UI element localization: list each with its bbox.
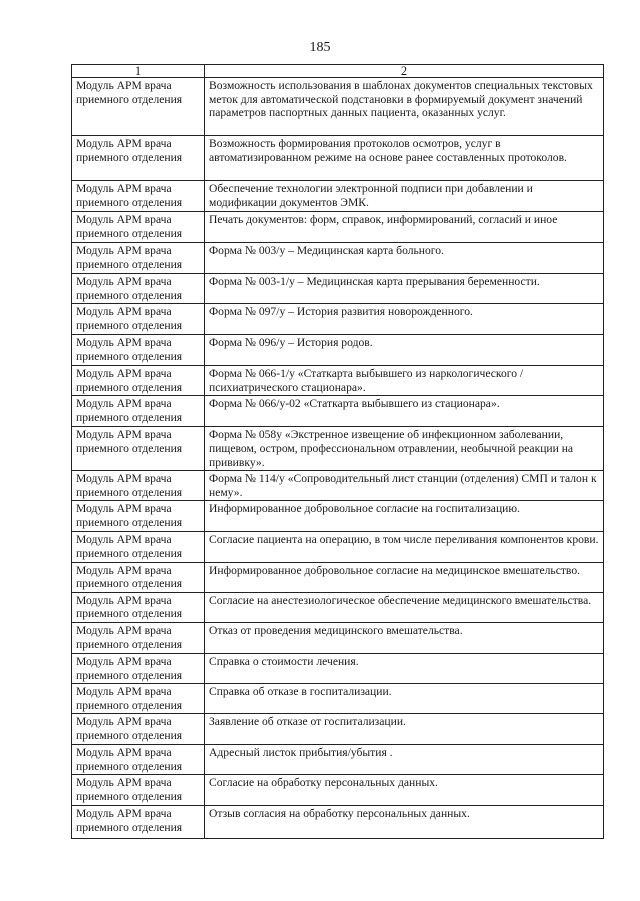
description-cell: Форма № 096/у – История родов. [205,335,604,366]
module-cell: Модуль АРМ врача приемного отделения [72,653,205,683]
table-row [72,396,604,427]
description-cell: Заявление об отказе от госпитализации. [205,714,604,745]
module-cell: Модуль АРМ врача приемного отделения [72,136,205,181]
table-row [72,181,604,212]
module-cell: Модуль АРМ врача приемного отделения [72,274,205,304]
table-row [72,212,604,243]
module-cell: Модуль АРМ врача приемного отделения [72,304,205,335]
table-row [72,136,604,181]
module-cell: Модуль АРМ врача приемного отделения [72,212,205,243]
description-cell: Согласие пациента на операцию, в том числе переливания компонентов крови. [205,532,604,562]
module-cell: Модуль АРМ врача приемного отделения [72,622,205,653]
page-number: 185 [309,40,331,55]
description-cell: Справка о стоимости лечения. [205,653,604,683]
table-row [72,592,604,622]
description-cell: Печать документов: форм, справок, информирований, согласий и иное [205,212,604,243]
module-cell: Модуль АРМ врача приемного отделения [72,592,205,622]
description-cell: Форма № 066/у-02 «Статкарта выбывшего из стационара». [205,396,604,427]
table-row [72,366,604,396]
description-cell: Отказ от проведения медицинского вмешательства. [205,622,604,653]
table-row [72,471,604,501]
module-cell: Модуль АРМ врача приемного отделения [72,532,205,562]
module-cell: Модуль АРМ врача приемного отделения [72,335,205,366]
description-cell: Форма № 003-1/у – Медицинская карта прерывания беременности. [205,274,604,304]
description-cell: Форма № 097/у – История развития новорожденного. [205,304,604,335]
description-cell: Форма № 003/у – Медицинская карта больного. [205,243,604,274]
column-header-1: 1 [72,65,205,78]
table-row [72,274,604,304]
module-cell: Модуль АРМ врача приемного отделения [72,181,205,212]
table-row [72,745,604,775]
description-cell: Информированное добровольное согласие на госпитализацию. [205,501,604,532]
module-cell: Модуль АРМ врача приемного отделения [72,714,205,745]
table-row [72,427,604,471]
description-cell: Адресный листок прибытия/убытия . [205,745,604,775]
description-cell: Справка об отказе в госпитализации. [205,684,604,714]
module-cell: Модуль АРМ врача приемного отделения [72,745,205,775]
table-row [72,622,604,653]
description-cell: Форма № 066-1/у «Статкарта выбывшего из наркологического /психиатрического стационара». [205,366,604,396]
module-cell: Модуль АРМ врача приемного отделения [72,78,205,136]
module-cell: Модуль АРМ врача приемного отделения [72,562,205,592]
table-row [72,78,604,136]
module-cell: Модуль АРМ врача приемного отделения [72,243,205,274]
module-cell: Модуль АРМ врача приемного отделения [72,471,205,501]
description-cell: Отзыв согласия на обработку персональных данных. [205,806,604,839]
module-cell: Модуль АРМ врача приемного отделения [72,775,205,806]
table-row [72,562,604,592]
description-cell: Возможность формирования протоколов осмотров, услуг в автоматизированном режиме на основе ранее составленных протоколов. [205,136,604,181]
table-row [72,714,604,745]
description-cell: Согласие на обработку персональных данных. [205,775,604,806]
module-cell: Модуль АРМ врача приемного отделения [72,396,205,427]
module-cell: Модуль АРМ врача приемного отделения [72,366,205,396]
description-cell: Информированное добровольное согласие на медицинское вмешательство. [205,562,604,592]
requirements-table [71,64,604,839]
module-cell: Модуль АРМ врача приемного отделения [72,501,205,532]
description-cell: Форма № 114/у «Сопроводительный лист станции (отделения) СМП и талон к нему». [205,471,604,501]
table-row [72,243,604,274]
description-cell: Форма № 058у «Экстренное извещение об инфекционном заболевании, пищевом, остром, профессиональном отравлении, необычной реакции на прививку». [205,427,604,471]
table-row [72,335,604,366]
module-cell: Модуль АРМ врача приемного отделения [72,806,205,839]
table-row [72,532,604,562]
table-row [72,304,604,335]
table-row [72,653,604,683]
table-row [72,501,604,532]
table-row [72,684,604,714]
description-cell: Возможность использования в шаблонах документов специальных текстовых меток для автоматической подстановки в формируемый документ значений параметров паспортных данных пациента, оказанных услуг. [205,78,604,136]
table-header-row [72,65,604,78]
description-cell: Обеспечение технологии электронной подписи при добавлении и модификации документов ЭМК. [205,181,604,212]
table-row [72,806,604,839]
table-row [72,775,604,806]
module-cell: Модуль АРМ врача приемного отделения [72,427,205,471]
column-header-2: 2 [205,65,604,78]
description-cell: Согласие на анестезиологическое обеспечение медицинского вмешательства. [205,592,604,622]
module-cell: Модуль АРМ врача приемного отделения [72,684,205,714]
